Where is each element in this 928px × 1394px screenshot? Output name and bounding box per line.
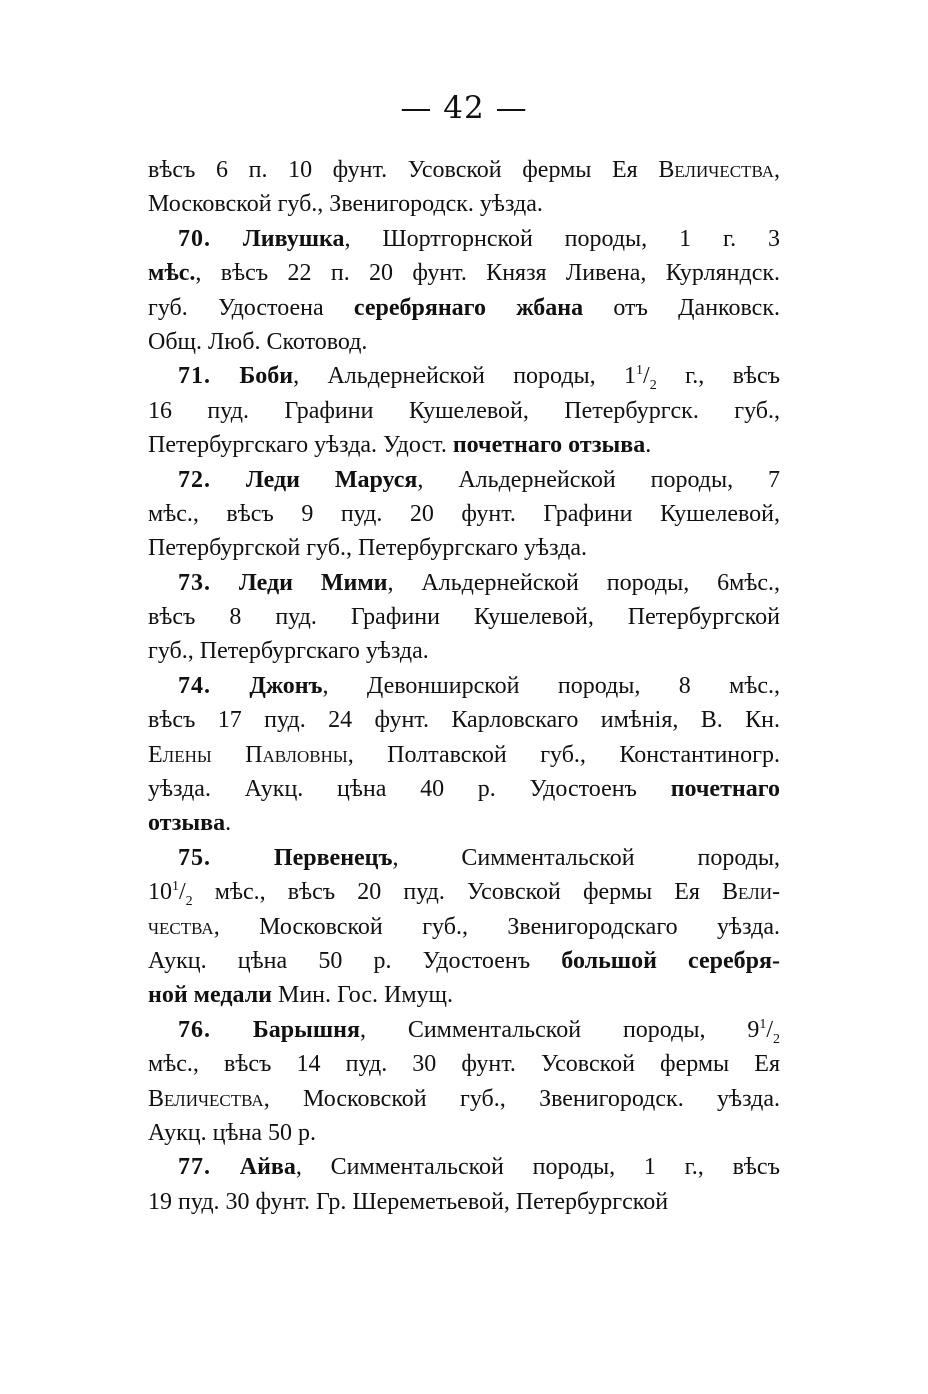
entry-number: 77. [178,1154,211,1181]
text-line: Общ. Люб. Скотовод. [148,328,368,355]
entry-name: Барышня [252,1016,360,1043]
entry-name: Джонъ [249,672,323,699]
text-line: губ., Петербургскаго уѣзда. [148,638,429,665]
text-line: $10^1/_2$ мѣс., вѣсъ 20 пуд. Усовской фермы Ея Вели- [148,879,780,909]
text-line: ной медали Мин. Гос. Имущ. [148,982,454,1009]
entry-name: Айва [239,1154,296,1181]
entry-first-line: 73. Леди Мими, Альдернейской породы, 6мѣс., [178,569,780,596]
entry-name: Леди Мими [238,569,388,596]
entry-name: Первенецъ [273,844,393,871]
small-caps-text: Елены Павловны [148,741,348,768]
entry-number: 71. [178,363,211,390]
bold-text: большой серебря- [561,947,780,974]
fraction-denominator: 2 [649,378,657,394]
entry-first-line: 72. Леди Маруся, Альдернейской породы, 7 [178,466,781,493]
entry-number: 75. [178,844,211,871]
text-line: вѣсъ 8 пуд. Графини Кушелевой, Петербургской [148,604,780,631]
text-line: мѣс., вѣсъ 9 пуд. 20 фунт. Графини Кушелевой, [148,500,780,527]
page-number: — 42 — [400,90,528,126]
entry-number: 76. [178,1016,211,1043]
text-line: Аукц. цѣна 50 р. Удостоенъ большой серебря- [148,947,780,974]
text-line: Петербургскаго уѣзда. Удост. почетнаго отзыва. [148,432,652,459]
page-text [148,153,780,1219]
entry-name: Леди Маруся [245,466,418,493]
fraction-denominator: 2 [185,894,193,909]
entry-name: Боби [239,363,294,390]
fraction-numerator: 1 [636,363,644,379]
bold-text: почетнаго отзыва [452,432,646,459]
text-line: Аукц. цѣна 50 р. [148,1119,317,1146]
bold-text: ной медали [148,982,272,1009]
small-caps-text: чества [148,913,214,940]
small-caps-text: Вели- [722,879,780,906]
text-line: Елены Павловны, Полтавской губ., Константиногр. [148,741,780,768]
entry-first-line: 71. Боби, Альдернейской породы, $1^1/_2$ г., вѣсъ [178,363,781,394]
text-line: губ. Удостоена серебрянаго жбана отъ Данковск. [148,294,780,321]
entry-number: 70. [178,225,211,252]
entry-first-line: 75. Первенецъ, Симментальской породы, [178,844,781,871]
text-line: Московской губ., Звенигородск. уѣзда. [148,191,543,218]
bold-text: мѣс. [148,260,196,287]
text-line: мѣс., вѣсъ 22 п. 20 фунт. Князя Ливена, Курляндск. [148,260,780,287]
text-line: 19 пуд. 30 фунт. Гр. Шереметьевой, Петербургской [148,1188,669,1215]
entry-number: 73. [178,569,211,596]
fraction-numerator: 1 [759,1016,767,1032]
fraction-denominator: 2 [773,1031,781,1047]
entry-number: 74. [178,672,211,699]
bold-text: отзыва [148,810,226,837]
text-line: 16 пуд. Графини Кушелевой, Петербургск. губ., [148,397,780,424]
text-line: Петербургской губ., Петербургскаго уѣзда. [148,535,587,562]
entry-first-line: 76. Барышня, Симментальской породы, $9^1/_2$ [178,1016,781,1047]
entry-first-line: 77. Айва, Симментальской породы, 1 г., вѣсъ [178,1154,780,1181]
text-line: Величества, Московской губ., Звенигородск. уѣзда. [148,1085,780,1112]
bold-text: серебрянаго жбана [353,294,584,321]
entry-first-line: 74. Джонъ, Девонширской породы, 8 мѣс., [178,672,781,699]
entry-first-line: 70. Ливушка, Шортгорнской породы, 1 г. 3 [178,225,780,252]
small-caps-text: Величества [658,157,774,183]
text-line: уѣзда. Аукц. цѣна 40 р. Удостоенъ почетнаго [148,776,780,803]
small-caps-text: Величества [148,1085,264,1112]
text-line: вѣсъ 17 пуд. 24 фунт. Карловскаго имѣнія, В. Кн. [148,707,780,734]
text-line: отзыва. [148,810,232,837]
fraction-numerator: 1 [172,879,179,895]
text-line: мѣс., вѣсъ 14 пуд. 30 фунт. Усовской фермы Ея [148,1051,780,1078]
text-line: чества, Московской губ., Звенигородскаго уѣзда. [148,913,780,940]
bold-text: почетнаго [670,776,780,803]
entry-name: Ливушка [242,225,345,252]
text-line: вѣсъ 6 п. 10 фунт. Усовской фермы Ея Величества, [148,157,780,183]
entry-number: 72. [178,466,211,493]
